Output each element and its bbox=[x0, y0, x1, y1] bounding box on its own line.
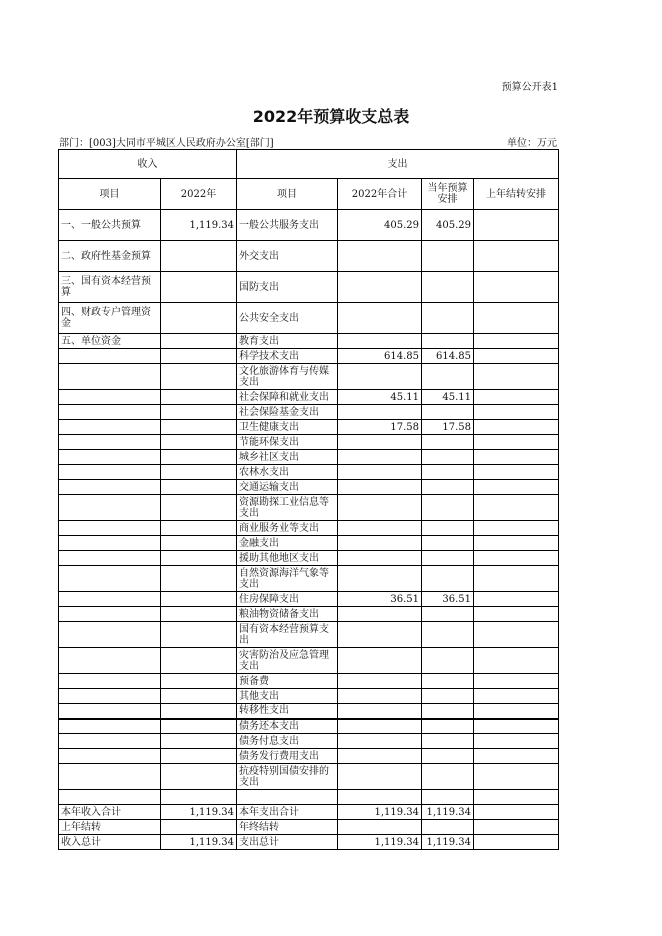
expense-carry bbox=[474, 334, 559, 349]
budget-table bbox=[58, 149, 559, 850]
expense-item: 援助其他地区支出 bbox=[237, 551, 338, 566]
col-expense-item: 项目 bbox=[237, 179, 338, 210]
expense-item: 抗疫特别国债安排的支出 bbox=[237, 764, 338, 790]
expense-total: 45.11 bbox=[338, 390, 422, 405]
income-amount bbox=[161, 820, 237, 835]
income-item bbox=[59, 465, 161, 480]
expense-total bbox=[338, 465, 422, 480]
expense-current bbox=[422, 272, 474, 303]
table-row bbox=[59, 566, 559, 592]
table-row bbox=[59, 820, 559, 835]
table-row bbox=[59, 749, 559, 764]
expense-item: 国有资本经营预算支出 bbox=[237, 622, 338, 648]
expense-total bbox=[338, 704, 422, 719]
table-row bbox=[59, 764, 559, 790]
expense-item: 商业服务业等支出 bbox=[237, 521, 338, 536]
income-item bbox=[59, 390, 161, 405]
income-item bbox=[59, 420, 161, 435]
expense-item: 城乡社区支出 bbox=[237, 450, 338, 465]
expense-current: 45.11 bbox=[422, 390, 474, 405]
table-row bbox=[59, 390, 559, 405]
unit-label: 单位：万元 bbox=[507, 138, 557, 149]
expense-current bbox=[422, 648, 474, 674]
expense-carry bbox=[474, 566, 559, 592]
expense-carry bbox=[474, 820, 559, 835]
income-amount bbox=[161, 622, 237, 648]
expense-total: 614.85 bbox=[338, 349, 422, 364]
table-row bbox=[59, 450, 559, 465]
expense-item: 教育支出 bbox=[237, 334, 338, 349]
income-amount bbox=[161, 465, 237, 480]
expense-carry bbox=[474, 805, 559, 820]
expense-carry bbox=[474, 536, 559, 551]
income-amount bbox=[161, 648, 237, 674]
expense-total bbox=[338, 364, 422, 390]
expense-total bbox=[338, 272, 422, 303]
income-amount bbox=[161, 551, 237, 566]
expense-item: 住房保障支出 bbox=[237, 592, 338, 607]
expense-carry bbox=[474, 749, 559, 764]
expense-carry bbox=[474, 592, 559, 607]
expense-current: 405.29 bbox=[422, 210, 474, 241]
expense-total bbox=[338, 241, 422, 272]
expense-current bbox=[422, 622, 474, 648]
expense-carry bbox=[474, 390, 559, 405]
expense-total bbox=[338, 749, 422, 764]
expense-carry bbox=[474, 420, 559, 435]
income-amount bbox=[161, 480, 237, 495]
expense-total bbox=[338, 480, 422, 495]
expense-item: 债务还本支出 bbox=[237, 719, 338, 734]
expense-current bbox=[422, 405, 474, 420]
form-number: 预算公开表1 bbox=[501, 82, 558, 93]
income-item bbox=[59, 405, 161, 420]
expense-item: 文化旅游体育与传媒支出 bbox=[237, 364, 338, 390]
expense-carry bbox=[474, 674, 559, 689]
expense-carry bbox=[474, 364, 559, 390]
income-amount bbox=[161, 790, 237, 805]
income-amount bbox=[161, 689, 237, 704]
expense-item: 节能环保支出 bbox=[237, 435, 338, 450]
expense-current: 1,119.34 bbox=[422, 835, 474, 850]
expense-total bbox=[338, 334, 422, 349]
income-amount bbox=[161, 749, 237, 764]
table-row bbox=[59, 805, 559, 820]
income-item: 五、单位资金 bbox=[59, 334, 161, 349]
expense-current bbox=[422, 465, 474, 480]
expense-current bbox=[422, 450, 474, 465]
expense-current bbox=[422, 734, 474, 749]
income-item: 本年收入合计 bbox=[59, 805, 161, 820]
expense-total: 1,119.34 bbox=[338, 835, 422, 850]
expense-total bbox=[338, 820, 422, 835]
table-row bbox=[59, 480, 559, 495]
income-item bbox=[59, 648, 161, 674]
income-amount bbox=[161, 536, 237, 551]
col-total: 2022年合计 bbox=[338, 179, 422, 210]
table-row bbox=[59, 420, 559, 435]
income-item bbox=[59, 790, 161, 805]
expense-carry bbox=[474, 704, 559, 719]
expense-carry bbox=[474, 648, 559, 674]
expense-item: 转移性支出 bbox=[237, 704, 338, 719]
income-item bbox=[59, 566, 161, 592]
expense-item: 科学技术支出 bbox=[237, 349, 338, 364]
expense-total bbox=[338, 495, 422, 521]
expense-total bbox=[338, 450, 422, 465]
income-item bbox=[59, 749, 161, 764]
expense-current bbox=[422, 689, 474, 704]
page-title: 2022年预算收支总表 bbox=[252, 107, 410, 126]
expense-current bbox=[422, 719, 474, 734]
income-item: 上年结转 bbox=[59, 820, 161, 835]
income-amount bbox=[161, 450, 237, 465]
expense-item: 预备费 bbox=[237, 674, 338, 689]
expense-carry bbox=[474, 349, 559, 364]
expense-total bbox=[338, 551, 422, 566]
income-item: 一、一般公共预算 bbox=[59, 210, 161, 241]
income-amount bbox=[161, 674, 237, 689]
expense-current bbox=[422, 749, 474, 764]
income-item bbox=[59, 592, 161, 607]
expense-item: 年终结转 bbox=[237, 820, 338, 835]
income-amount bbox=[161, 704, 237, 719]
expense-current bbox=[422, 521, 474, 536]
expense-total bbox=[338, 719, 422, 734]
expense-total bbox=[338, 622, 422, 648]
expense-total bbox=[338, 405, 422, 420]
expense-carry bbox=[474, 551, 559, 566]
income-amount bbox=[161, 435, 237, 450]
expense-item: 社会保障和就业支出 bbox=[237, 390, 338, 405]
income-amount bbox=[161, 420, 237, 435]
expense-current bbox=[422, 820, 474, 835]
expense-item: 其他支出 bbox=[237, 689, 338, 704]
expense-carry bbox=[474, 241, 559, 272]
income-amount bbox=[161, 521, 237, 536]
income-item bbox=[59, 764, 161, 790]
expense-carry bbox=[474, 303, 559, 334]
income-amount bbox=[161, 390, 237, 405]
expense-current bbox=[422, 764, 474, 790]
income-item: 收入总计 bbox=[59, 835, 161, 850]
expense-item bbox=[237, 790, 338, 805]
income-amount bbox=[161, 405, 237, 420]
income-item bbox=[59, 719, 161, 734]
expense-item: 灾害防治及应急管理支出 bbox=[237, 648, 338, 674]
table-row bbox=[59, 674, 559, 689]
table-row bbox=[59, 536, 559, 551]
expense-item: 社会保险基金支出 bbox=[237, 405, 338, 420]
expense-item: 自然资源海洋气象等支出 bbox=[237, 566, 338, 592]
expense-item: 交通运输支出 bbox=[237, 480, 338, 495]
income-amount bbox=[161, 334, 237, 349]
table-row bbox=[59, 334, 559, 349]
income-item bbox=[59, 536, 161, 551]
expense-current bbox=[422, 480, 474, 495]
expense-carry bbox=[474, 734, 559, 749]
table-row bbox=[59, 435, 559, 450]
table-row bbox=[59, 495, 559, 521]
expense-carry bbox=[474, 521, 559, 536]
expense-carry bbox=[474, 435, 559, 450]
income-header: 收入 bbox=[59, 150, 237, 179]
expense-total bbox=[338, 674, 422, 689]
table-row bbox=[59, 364, 559, 390]
expense-carry bbox=[474, 210, 559, 241]
income-amount bbox=[161, 719, 237, 734]
expense-current bbox=[422, 364, 474, 390]
income-item bbox=[59, 689, 161, 704]
table-row bbox=[59, 210, 559, 241]
expense-current: 1,119.34 bbox=[422, 805, 474, 820]
table-row bbox=[59, 349, 559, 364]
expense-carry bbox=[474, 607, 559, 622]
expense-item: 本年支出合计 bbox=[237, 805, 338, 820]
table-row bbox=[59, 648, 559, 674]
income-amount: 1,119.34 bbox=[161, 805, 237, 820]
income-item bbox=[59, 622, 161, 648]
expense-total bbox=[338, 648, 422, 674]
department-label: 部门：[003]大同市平城区人民政府办公室[部门] bbox=[59, 138, 274, 149]
income-amount bbox=[161, 241, 237, 272]
income-amount bbox=[161, 495, 237, 521]
income-amount bbox=[161, 607, 237, 622]
expense-item: 外交支出 bbox=[237, 241, 338, 272]
income-amount bbox=[161, 764, 237, 790]
expense-carry bbox=[474, 689, 559, 704]
expense-current bbox=[422, 566, 474, 592]
income-item bbox=[59, 607, 161, 622]
income-item bbox=[59, 521, 161, 536]
income-amount bbox=[161, 272, 237, 303]
expense-item: 金融支出 bbox=[237, 536, 338, 551]
expense-total bbox=[338, 536, 422, 551]
expense-current bbox=[422, 674, 474, 689]
expense-total bbox=[338, 566, 422, 592]
expense-item: 一般公共服务支出 bbox=[237, 210, 338, 241]
col-current: 当年预算安排 bbox=[422, 179, 474, 210]
expense-total bbox=[338, 689, 422, 704]
income-item: 三、国有资本经营预算 bbox=[59, 272, 161, 303]
expense-carry bbox=[474, 622, 559, 648]
income-amount bbox=[161, 734, 237, 749]
expense-current bbox=[422, 536, 474, 551]
table-row bbox=[59, 719, 559, 734]
expense-item: 债务发行费用支出 bbox=[237, 749, 338, 764]
expense-item: 公共安全支出 bbox=[237, 303, 338, 334]
income-item bbox=[59, 674, 161, 689]
expense-total bbox=[338, 790, 422, 805]
table-row bbox=[59, 521, 559, 536]
expense-item: 支出总计 bbox=[237, 835, 338, 850]
expense-total: 1,119.34 bbox=[338, 805, 422, 820]
expense-item: 卫生健康支出 bbox=[237, 420, 338, 435]
expense-current bbox=[422, 334, 474, 349]
table-row bbox=[59, 689, 559, 704]
income-item bbox=[59, 435, 161, 450]
table-row bbox=[59, 272, 559, 303]
expense-total: 17.58 bbox=[338, 420, 422, 435]
income-amount: 1,119.34 bbox=[161, 210, 237, 241]
income-amount bbox=[161, 364, 237, 390]
expense-carry bbox=[474, 480, 559, 495]
expense-carry bbox=[474, 719, 559, 734]
expense-carry bbox=[474, 764, 559, 790]
expense-carry bbox=[474, 835, 559, 850]
expense-carry bbox=[474, 495, 559, 521]
income-amount bbox=[161, 303, 237, 334]
expense-item: 农林水支出 bbox=[237, 465, 338, 480]
expense-item: 粮油物资储备支出 bbox=[237, 607, 338, 622]
expense-carry bbox=[474, 272, 559, 303]
expense-current bbox=[422, 607, 474, 622]
income-item bbox=[59, 364, 161, 390]
expense-total bbox=[338, 521, 422, 536]
expense-current bbox=[422, 303, 474, 334]
table-row bbox=[59, 734, 559, 749]
table-row bbox=[59, 241, 559, 272]
table-row bbox=[59, 405, 559, 420]
expense-total bbox=[338, 734, 422, 749]
income-amount bbox=[161, 566, 237, 592]
expense-carry bbox=[474, 450, 559, 465]
expense-current: 614.85 bbox=[422, 349, 474, 364]
table-row bbox=[59, 622, 559, 648]
table-row bbox=[59, 607, 559, 622]
expense-total: 405.29 bbox=[338, 210, 422, 241]
expense-current bbox=[422, 551, 474, 566]
expense-current bbox=[422, 435, 474, 450]
table-row bbox=[59, 592, 559, 607]
expense-current bbox=[422, 495, 474, 521]
income-item bbox=[59, 734, 161, 749]
income-item bbox=[59, 495, 161, 521]
col-income-amount: 2022年 bbox=[161, 179, 237, 210]
expense-item: 资源勘探工业信息等支出 bbox=[237, 495, 338, 521]
expense-item: 国防支出 bbox=[237, 272, 338, 303]
income-item bbox=[59, 704, 161, 719]
income-item: 二、政府性基金预算 bbox=[59, 241, 161, 272]
income-item bbox=[59, 480, 161, 495]
expense-current: 36.51 bbox=[422, 592, 474, 607]
expense-carry bbox=[474, 465, 559, 480]
expense-total bbox=[338, 764, 422, 790]
table-row bbox=[59, 790, 559, 805]
expense-total bbox=[338, 607, 422, 622]
table-row bbox=[59, 465, 559, 480]
expense-header: 支出 bbox=[237, 150, 559, 179]
expense-carry bbox=[474, 790, 559, 805]
income-item bbox=[59, 551, 161, 566]
expense-total bbox=[338, 435, 422, 450]
expense-total: 36.51 bbox=[338, 592, 422, 607]
income-item bbox=[59, 349, 161, 364]
income-amount bbox=[161, 349, 237, 364]
col-carry: 上年结转安排 bbox=[474, 179, 559, 210]
table-row bbox=[59, 835, 559, 850]
expense-total bbox=[338, 303, 422, 334]
income-amount bbox=[161, 592, 237, 607]
income-item: 四、财政专户管理资金 bbox=[59, 303, 161, 334]
income-item bbox=[59, 450, 161, 465]
expense-carry bbox=[474, 405, 559, 420]
table-row bbox=[59, 551, 559, 566]
expense-current bbox=[422, 241, 474, 272]
col-income-item: 项目 bbox=[59, 179, 161, 210]
income-amount: 1,119.34 bbox=[161, 835, 237, 850]
expense-current bbox=[422, 790, 474, 805]
table-row bbox=[59, 704, 559, 719]
expense-current bbox=[422, 704, 474, 719]
expense-item: 债务付息支出 bbox=[237, 734, 338, 749]
table-row bbox=[59, 303, 559, 334]
expense-current: 17.58 bbox=[422, 420, 474, 435]
